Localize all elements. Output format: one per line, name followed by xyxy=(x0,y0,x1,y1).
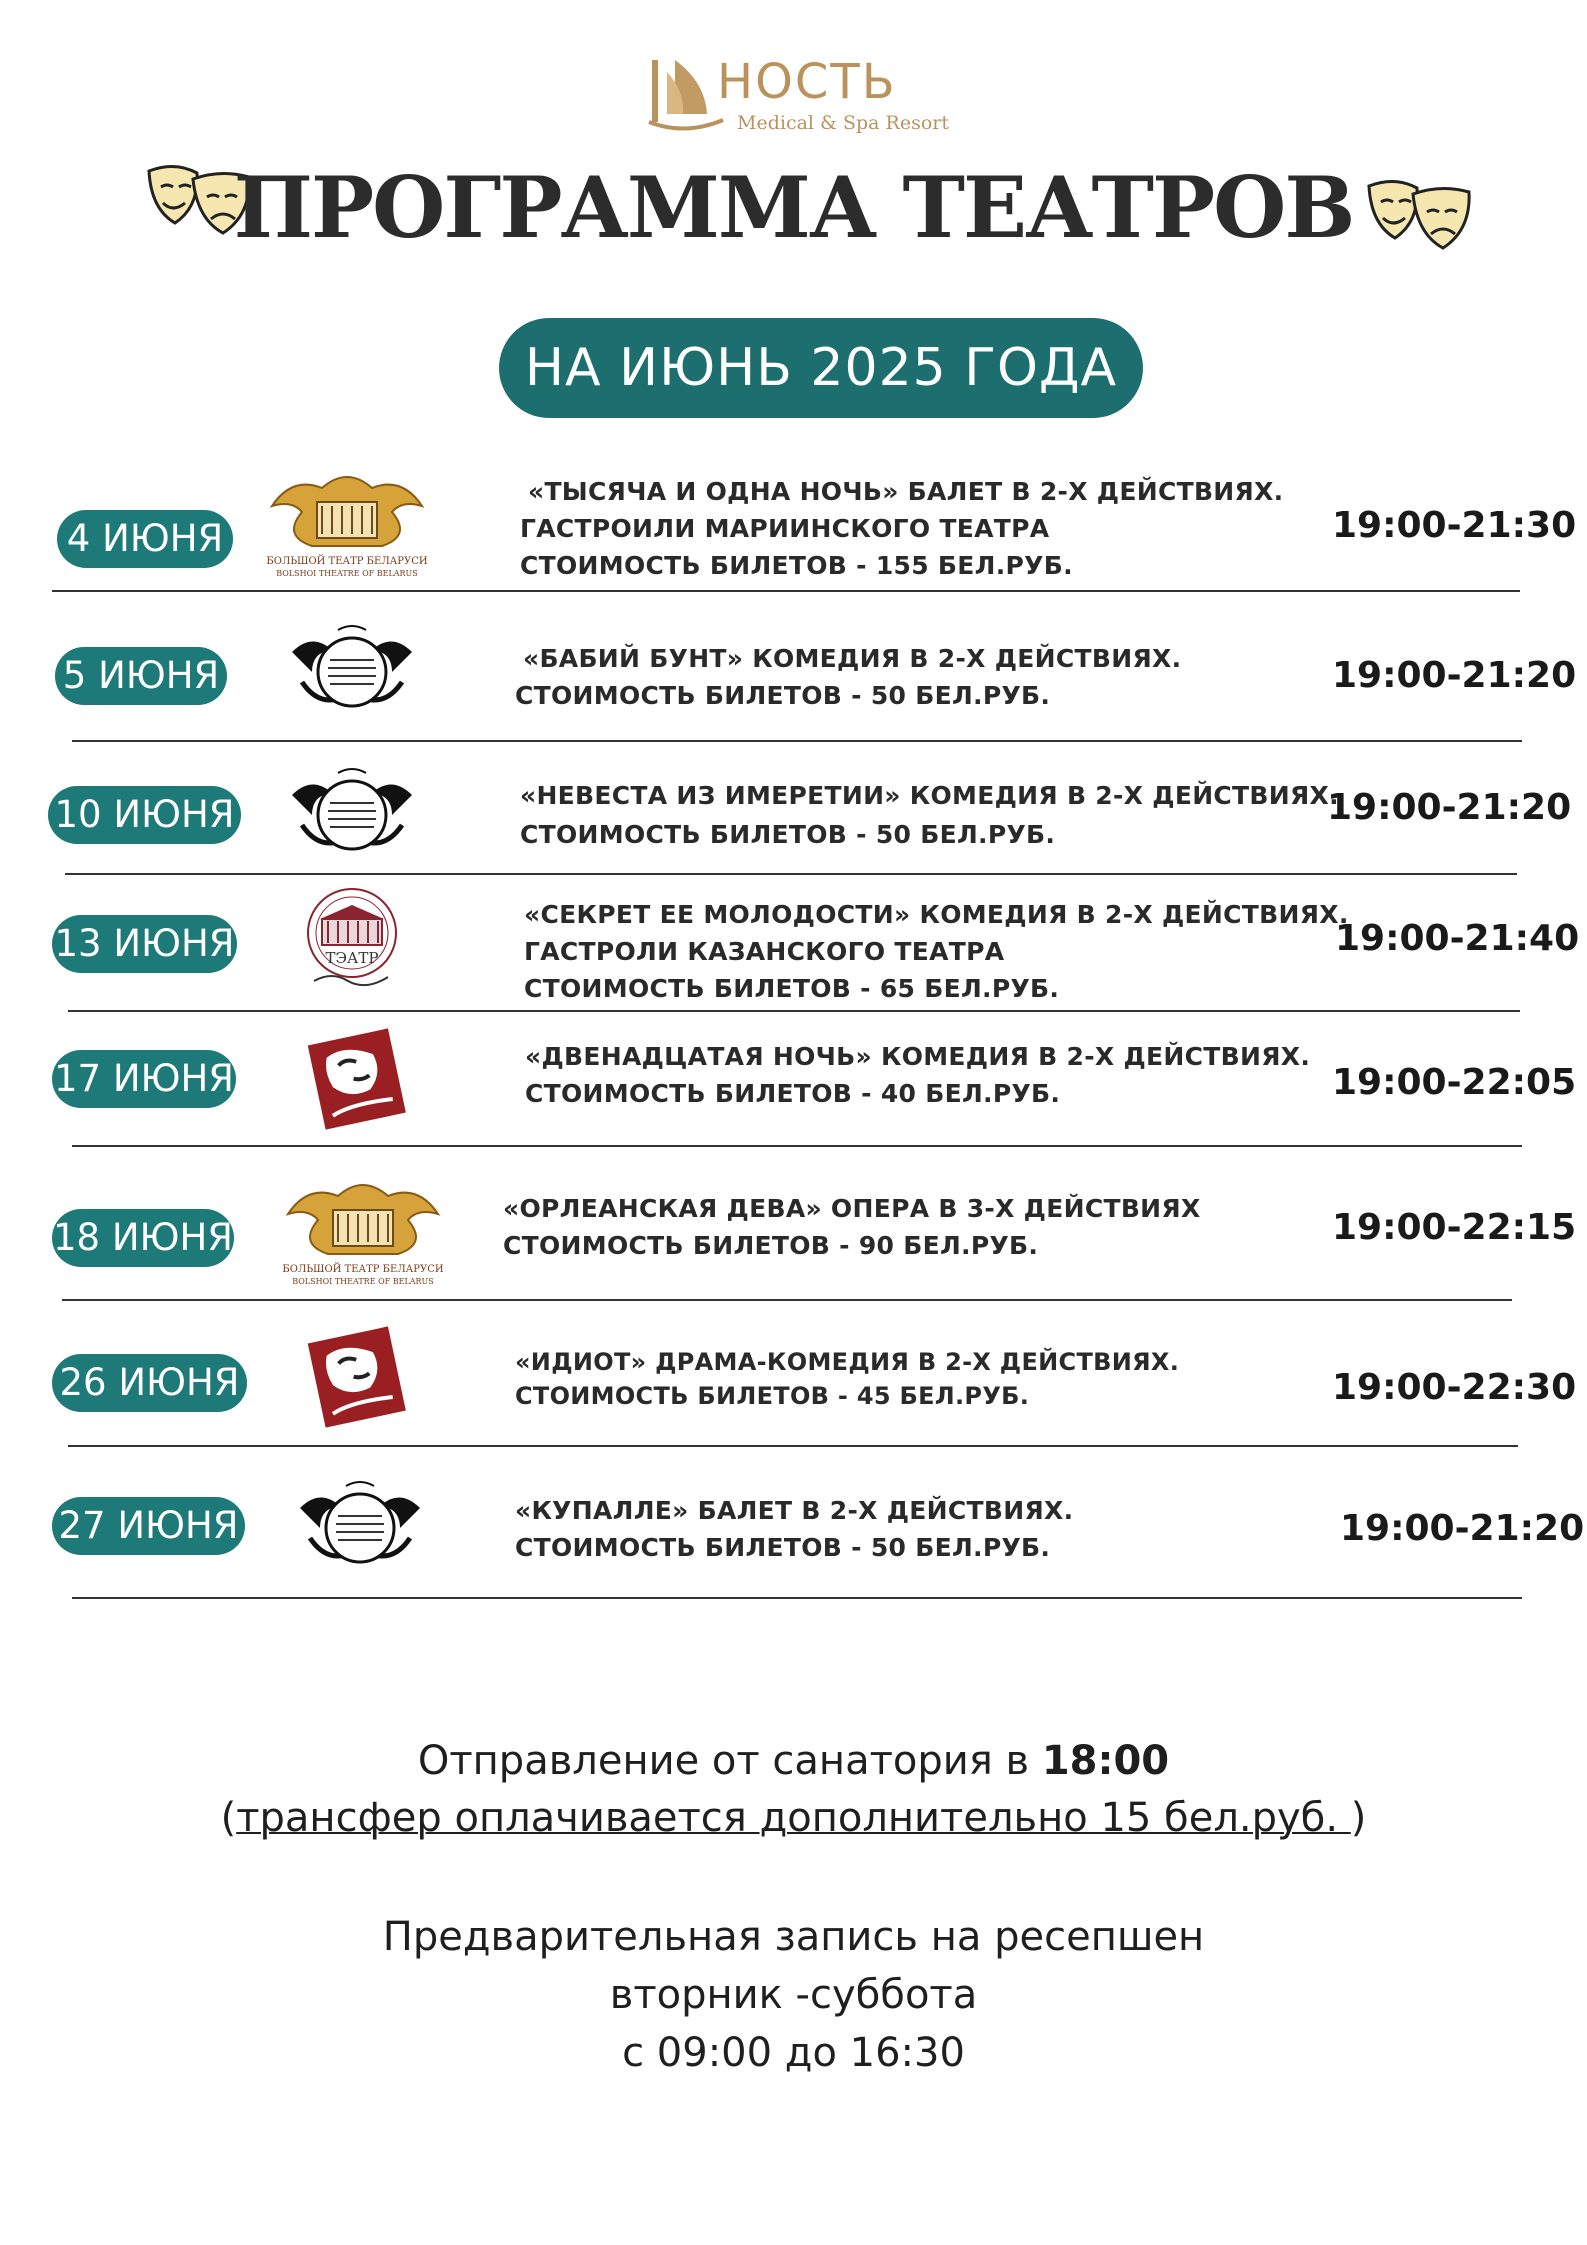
event-description xyxy=(503,1190,1201,1264)
event-price-line: СТОИМОСТЬ БИЛЕТОВ - 50 БЕЛ.РУБ. xyxy=(515,1533,1051,1562)
departure-info xyxy=(0,1732,1587,1790)
event-price-line: СТОИМОСТЬ БИЛЕТОВ - 50 БЕЛ.РУБ. xyxy=(520,820,1056,849)
event-date: 26 ИЮНЯ xyxy=(52,1354,247,1412)
event-time: 19:00-22:05 xyxy=(1332,1062,1577,1103)
event-info-line: ГАСТРОИЛИ МАРИИНСКОГО ТЕАТРА xyxy=(520,514,1050,543)
musical-theatre-logo-icon xyxy=(290,1478,430,1578)
logo-name: НОСТЬ xyxy=(717,54,897,110)
event-price-line: СТОИМОСТЬ БИЛЕТОВ - 45 БЕЛ.РУБ. xyxy=(515,1382,1030,1410)
event-description xyxy=(520,777,1339,853)
gorky-theatre-logo-icon xyxy=(302,1320,412,1435)
booking-text: Предварительная запись на ресепшен xyxy=(382,1914,1205,1960)
departure-time: 18:00 xyxy=(1041,1738,1170,1784)
booking-info xyxy=(0,1908,1587,2082)
event-time: 19:00-21:40 xyxy=(1335,918,1580,959)
row-divider xyxy=(72,740,1522,742)
event-price-line: СТОИМОСТЬ БИЛЕТОВ - 50 БЕЛ.РУБ. xyxy=(515,681,1051,710)
musical-theatre-logo-icon xyxy=(282,622,422,722)
event-date: 27 ИЮНЯ xyxy=(52,1497,245,1555)
event-description xyxy=(525,1038,1310,1112)
event-title-line: «ДВЕНАДЦАТАЯ НОЧЬ» КОМЕДИЯ В 2-Х ДЕЙСТВИЯХ. xyxy=(525,1042,1311,1071)
event-date: 18 ИЮНЯ xyxy=(52,1209,234,1267)
emblem-caption: БОЛЬШОЙ ТЕАТР БЕЛАРУСИ xyxy=(282,1264,444,1275)
event-date: 10 ИЮНЯ xyxy=(48,786,241,844)
row-divider xyxy=(72,1597,1522,1599)
departure-text: Отправление от санатория в xyxy=(417,1738,1042,1784)
paren-open: ( xyxy=(220,1795,237,1841)
event-date: 13 ИЮНЯ xyxy=(52,915,237,973)
row-divider xyxy=(65,873,1517,875)
event-time: 19:00-22:15 xyxy=(1332,1207,1577,1248)
event-title-line: «ОРЛЕАНСКАЯ ДЕВА» ОПЕРА В 3-Х ДЕЙСТВИЯХ xyxy=(503,1194,1201,1223)
row-divider xyxy=(72,1145,1522,1147)
booking-days: вторник -суббота xyxy=(609,1972,978,2018)
event-title-line: «КУПАЛЛЕ» БАЛЕТ В 2-Х ДЕЙСТВИЯХ. xyxy=(515,1496,1074,1525)
event-title-line: «ИДИОТ» ДРАМА-КОМЕДИЯ В 2-Х ДЕЙСТВИЯХ. xyxy=(515,1348,1180,1376)
event-date: 5 ИЮНЯ xyxy=(55,647,227,705)
transfer-note: трансфер оплачивается дополнительно 15 бел.руб. xyxy=(236,1795,1351,1841)
musical-theatre-logo-icon xyxy=(282,765,422,865)
sailboat-logo-icon xyxy=(645,52,725,142)
emblem-caption: BOLSHOI THEATRE OF BELARUS xyxy=(276,569,418,578)
event-description xyxy=(524,896,1349,1007)
event-date: 4 ИЮНЯ xyxy=(57,510,233,568)
emblem-caption: BOLSHOI THEATRE OF BELARUS xyxy=(292,1277,434,1286)
kupala-theatre-logo-icon xyxy=(292,885,412,993)
row-divider xyxy=(68,1445,1518,1447)
event-description xyxy=(515,1492,1073,1566)
booking-hours: с 09:00 до 16:30 xyxy=(622,2030,965,2076)
event-description xyxy=(515,1345,1179,1413)
resort-logo xyxy=(645,52,955,142)
row-divider xyxy=(52,590,1520,592)
emblem-caption: ТЭАТР xyxy=(325,949,379,967)
row-divider xyxy=(68,1010,1520,1012)
event-title-line: «ТЫСЯЧА И ОДНА НОЧЬ» БАЛЕТ В 2-Х ДЕЙСТВИЯХ. xyxy=(528,477,1284,506)
event-description xyxy=(515,640,1181,714)
event-title-line: «НЕВЕСТА ИЗ ИМЕРЕТИИ» КОМЕДИЯ В 2-Х ДЕЙСТВИЯХ. xyxy=(520,781,1339,810)
event-time: 19:00-21:30 xyxy=(1332,505,1577,546)
event-time: 19:00-21:20 xyxy=(1327,787,1572,828)
event-price-line: СТОИМОСТЬ БИЛЕТОВ - 65 БЕЛ.РУБ. xyxy=(524,974,1060,1003)
event-title-line: «БАБИЙ БУНТ» КОМЕДИЯ В 2-Х ДЕЙСТВИЯХ. xyxy=(523,644,1182,673)
event-price-line: СТОИМОСТЬ БИЛЕТОВ - 155 БЕЛ.РУБ. xyxy=(520,551,1073,580)
bolshoi-theatre-logo-icon xyxy=(262,466,432,581)
event-time: 19:00-22:30 xyxy=(1332,1367,1577,1408)
event-time: 19:00-21:20 xyxy=(1332,655,1577,696)
event-description xyxy=(520,473,1283,584)
row-divider xyxy=(62,1299,1512,1301)
event-price-line: СТОИМОСТЬ БИЛЕТОВ - 90 БЕЛ.РУБ. xyxy=(503,1231,1039,1260)
month-badge: НА ИЮНЬ 2025 ГОДА xyxy=(499,318,1143,418)
paren-close: ) xyxy=(1350,1795,1367,1841)
event-price-line: СТОИМОСТЬ БИЛЕТОВ - 40 БЕЛ.РУБ. xyxy=(525,1079,1061,1108)
event-date: 17 ИЮНЯ xyxy=(52,1050,236,1108)
bolshoi-theatre-logo-icon xyxy=(278,1174,448,1289)
page-title: ПРОГРАММА ТЕАТРОВ xyxy=(233,158,1354,257)
gorky-theatre-logo-icon xyxy=(302,1022,412,1137)
logo-tagline: Medical & Spa Resort xyxy=(737,112,949,134)
event-title-line: «СЕКРЕТ ЕЕ МОЛОДОСТИ» КОМЕДИЯ В 2-Х ДЕЙСТВИЯХ. xyxy=(524,900,1349,929)
emblem-caption: БОЛЬШОЙ ТЕАТР БЕЛАРУСИ xyxy=(266,556,428,567)
event-info-line: ГАСТРОЛИ КАЗАНСКОГО ТЕАТРА xyxy=(524,937,1005,966)
transfer-info xyxy=(0,1789,1587,1847)
event-time: 19:00-21:20 xyxy=(1340,1508,1585,1549)
